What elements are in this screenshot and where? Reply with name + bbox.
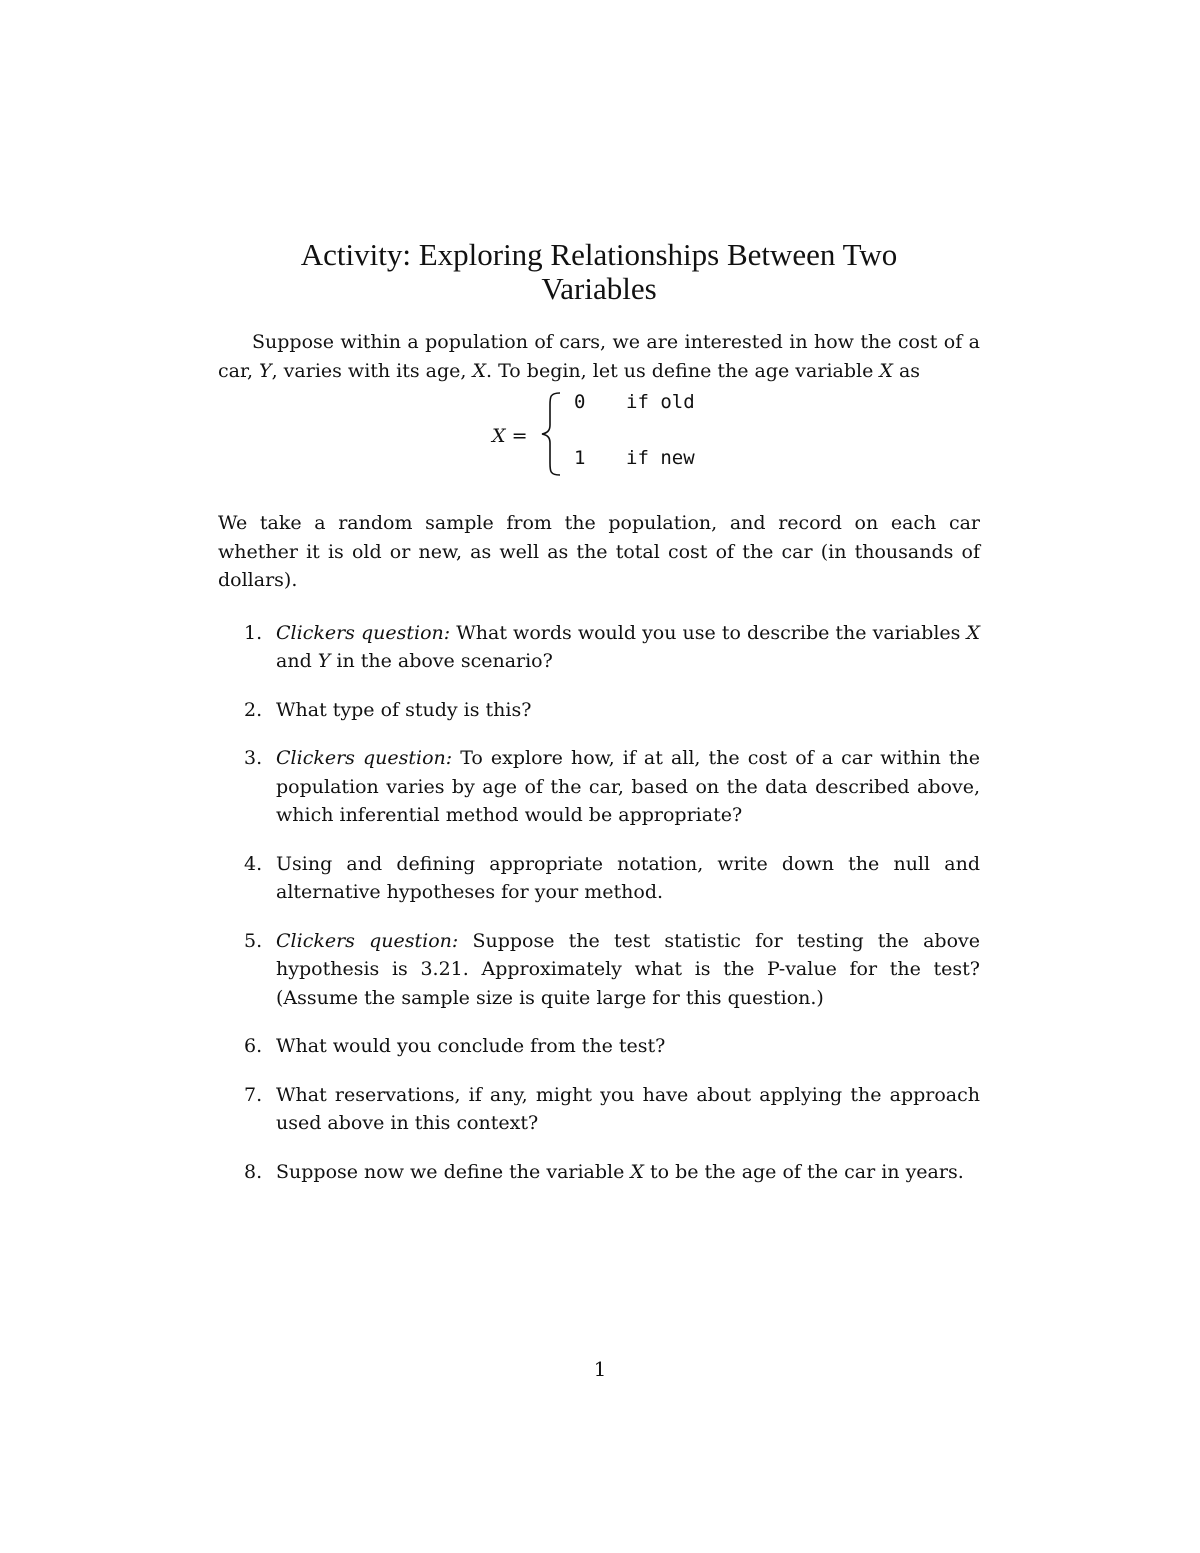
question-number: 7. — [244, 1083, 263, 1106]
document-page — [218, 238, 980, 1206]
var-x: X — [630, 1160, 644, 1183]
question-number: 6. — [244, 1035, 263, 1057]
clickers-label: Clickers question: — [276, 747, 453, 769]
piecewise-definition — [218, 391, 980, 491]
question-text: What reservations, if any, might you have about applying the approach used above in this context? — [276, 1083, 980, 1134]
question-number: 1. — [244, 621, 263, 644]
var-x: X — [472, 359, 487, 382]
question-item — [218, 850, 980, 907]
sample-paragraph: We take a random sample from the population, and record on each car whether it is old or new, as well as the total cost of the car (in thousands of dollars). — [218, 512, 980, 591]
question-item — [218, 927, 980, 1013]
question-text: in the above scenario? — [330, 650, 553, 672]
question-item — [218, 1032, 980, 1061]
question-text: What would you conclude from the test? — [276, 1035, 666, 1057]
intro-paragraph — [218, 328, 980, 385]
intro-text-4: as — [892, 359, 921, 382]
question-text: Suppose now we define the variable — [276, 1160, 631, 1183]
question-number: 4. — [244, 852, 263, 875]
question-list — [218, 619, 980, 1187]
title-line-2: Variables — [541, 271, 657, 306]
intro-text-1: Suppose within a population of cars, we are interested in how the cost of a car, — [218, 331, 980, 382]
question-number: 5. — [244, 929, 263, 952]
page-number: 1 — [593, 1357, 607, 1381]
case-0-condition: if old — [626, 391, 695, 413]
case-0-value: 0 — [574, 391, 586, 413]
question-text: Using and defining appropriate notation, write down the null and alternative hypotheses for your method. — [276, 852, 980, 903]
clickers-label: Clickers question: — [276, 621, 451, 644]
case-1-condition: if new — [626, 447, 695, 469]
question-text: What type of study is this? — [276, 698, 532, 721]
question-number: 8. — [244, 1160, 263, 1183]
question-item — [218, 1158, 980, 1187]
intro-text-3: . To begin, let us define the age variable — [486, 359, 880, 382]
question-item — [218, 619, 980, 676]
title-line-1: Activity: Exploring Relationships Between Two — [300, 237, 898, 272]
question-item — [218, 744, 980, 830]
question-text: Suppose the test statistic for testing the above hypothesis is 3.21. Approximately what is the P-value for the test? (Assume the sample size is quite large for this question.) — [276, 929, 980, 1009]
var-y: Y — [317, 650, 331, 672]
question-number: 2. — [244, 698, 263, 721]
page-title — [218, 238, 980, 306]
question-text: to be the age of the car in years. — [643, 1160, 964, 1183]
question-item — [218, 696, 980, 725]
var-x: X — [966, 621, 980, 644]
var-x-2: X — [879, 359, 893, 382]
case-1-value: 1 — [574, 447, 586, 469]
intro-text-2: , varies with its age, — [271, 359, 473, 382]
clickers-label: Clickers question: — [276, 929, 459, 952]
var-y: Y — [259, 359, 272, 382]
left-brace-icon — [540, 391, 562, 477]
question-text: and — [276, 650, 318, 672]
question-item — [218, 1081, 980, 1138]
question-text: What words would you use to describe the variables — [450, 621, 967, 644]
equation-lhs: X = — [492, 425, 528, 447]
question-text: To explore how, if at all, the cost of a car within the population varies by age of the car, based on the data described above, which inferential method would be appropriate? — [276, 747, 980, 826]
question-number: 3. — [244, 747, 263, 769]
